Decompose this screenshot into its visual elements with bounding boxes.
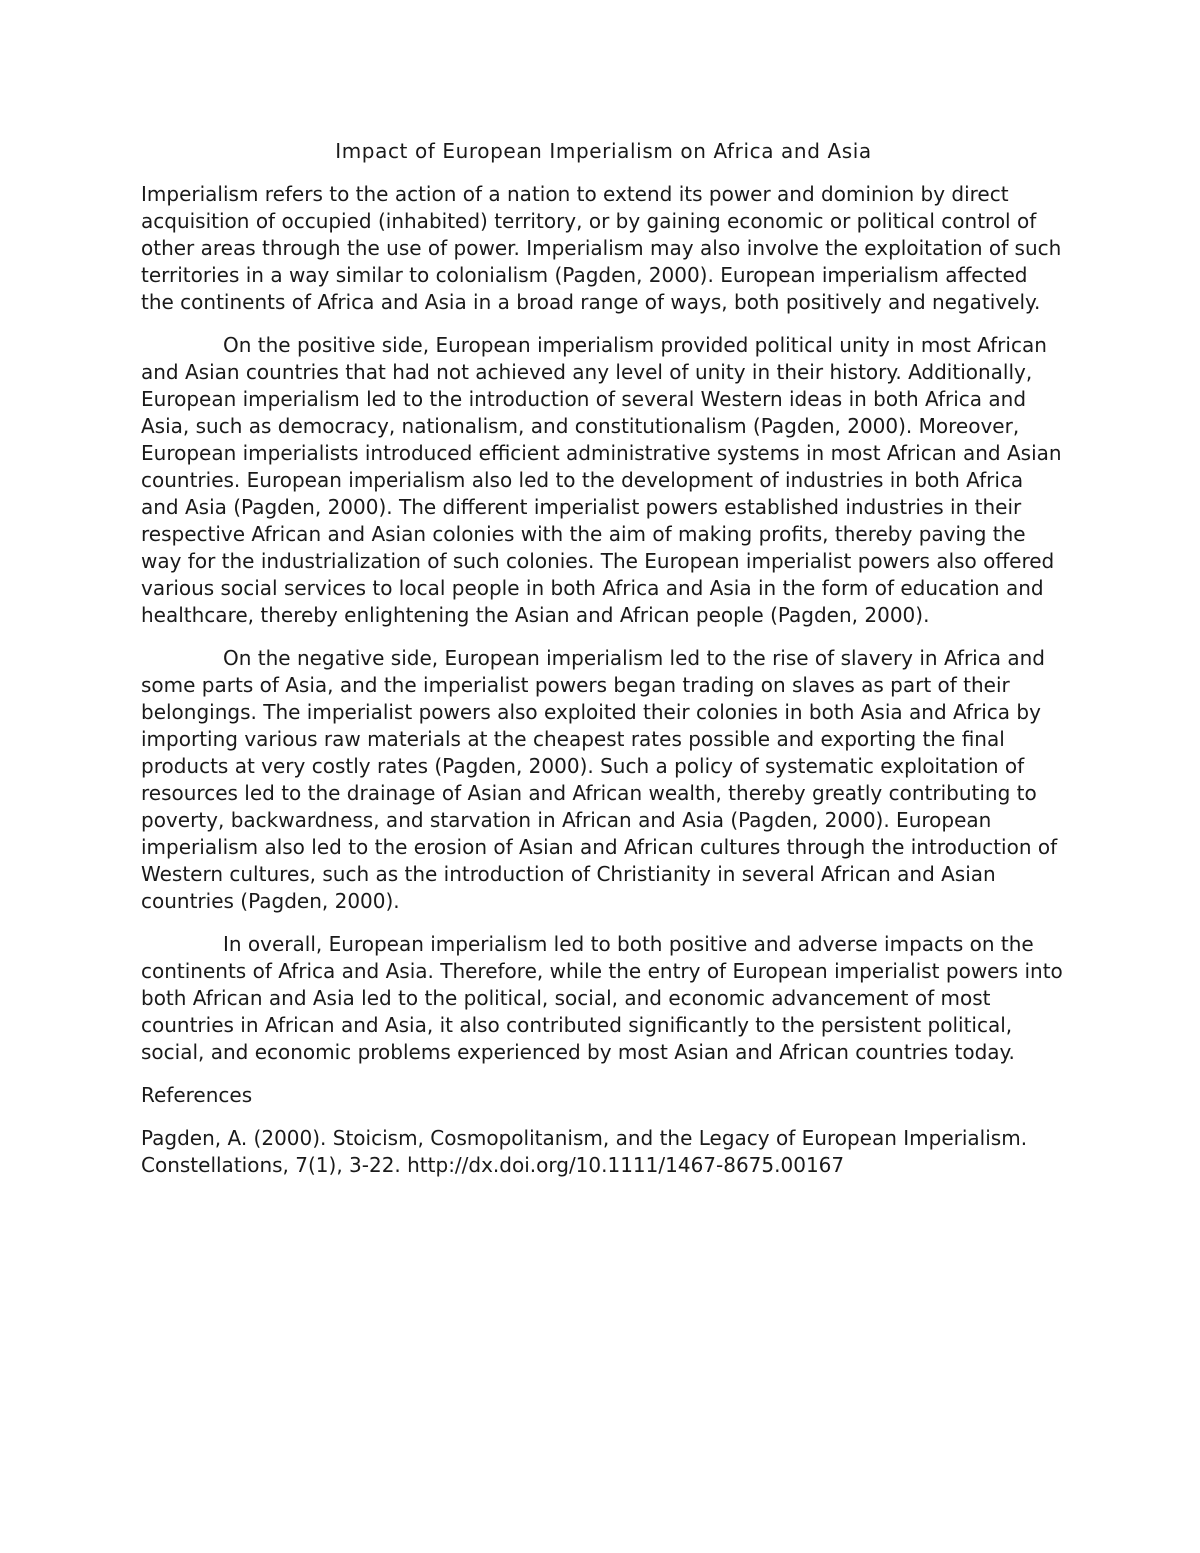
document-body [141, 138, 1066, 1195]
document-title: Impact of European Imperialism on Africa and Asia [335, 139, 872, 163]
paragraph-conclusion: In overall, European imperialism led to both positive and adverse impacts on the continents of Africa and Asia. Therefore, while the entry of European imperialist powers into both African and Asia led to the political, social, and economic advancement of most countries in African and Asia, it also contributed significantly to the persistent political, social, and economic problems experienced by most Asian and African countries today. [141, 932, 1063, 1064]
paragraph-negative-impacts: On the negative side, European imperialism led to the rise of slavery in Africa and some parts of Asia, and the imperialist powers began trading on slaves as part of their belongings. The imperialist powers also exploited their colonies in both Asia and Africa by importing various raw materials at the cheapest rates possible and exporting the final products at very costly rates (Pagden, 2000). Such a policy of systematic exploitation of resources led to the drainage of Asian and African wealth, thereby greatly contributing to poverty, backwardness, and starvation in African and Asia (Pagden, 2000). European imperialism also led to the erosion of Asian and African cultures through the introduction of Western cultures, such as the introduction of Christianity in several African and Asian countries (Pagden, 2000). [141, 646, 1058, 913]
paragraph-introduction: Imperialism refers to the action of a nation to extend its power and dominion by direct acquisition of occupied (inhabited) territory, or by gaining economic or political control of other areas through the use of power. Imperialism may also involve the exploitation of such territories in a way similar to colonialism (Pagden, 2000). European imperialism affected the continents of Africa and Asia in a broad range of ways, both positively and negatively. [141, 182, 1062, 314]
reference-entry: Pagden, A. (2000). Stoicism, Cosmopolitanism, and the Legacy of European Imperialism. Constellations, 7(1), 3-22. http://dx.doi.org/10.1111/1467-8675.00167 [141, 1126, 1028, 1177]
paragraph-positive-impacts: On the positive side, European imperialism provided political unity in most African and Asian countries that had not achieved any level of unity in their history. Additionally, European imperialism led to the introduction of several Western ideas in both Africa and Asia, such as democracy, nationalism, and constitutionalism (Pagden, 2000). Moreover, European imperialists introduced efficient administrative systems in most African and Asian countries. European imperialism also led to the development of industries in both Africa and Asia (Pagden, 2000). The different imperialist powers established industries in their respective African and Asian colonies with the aim of making profits, thereby paving the way for the industrialization of such colonies. The European imperialist powers also offered various social services to local people in both Africa and Asia in the form of education and healthcare, thereby enlightening the Asian and African people (Pagden, 2000). [141, 333, 1062, 627]
references-heading: References [141, 1083, 253, 1107]
